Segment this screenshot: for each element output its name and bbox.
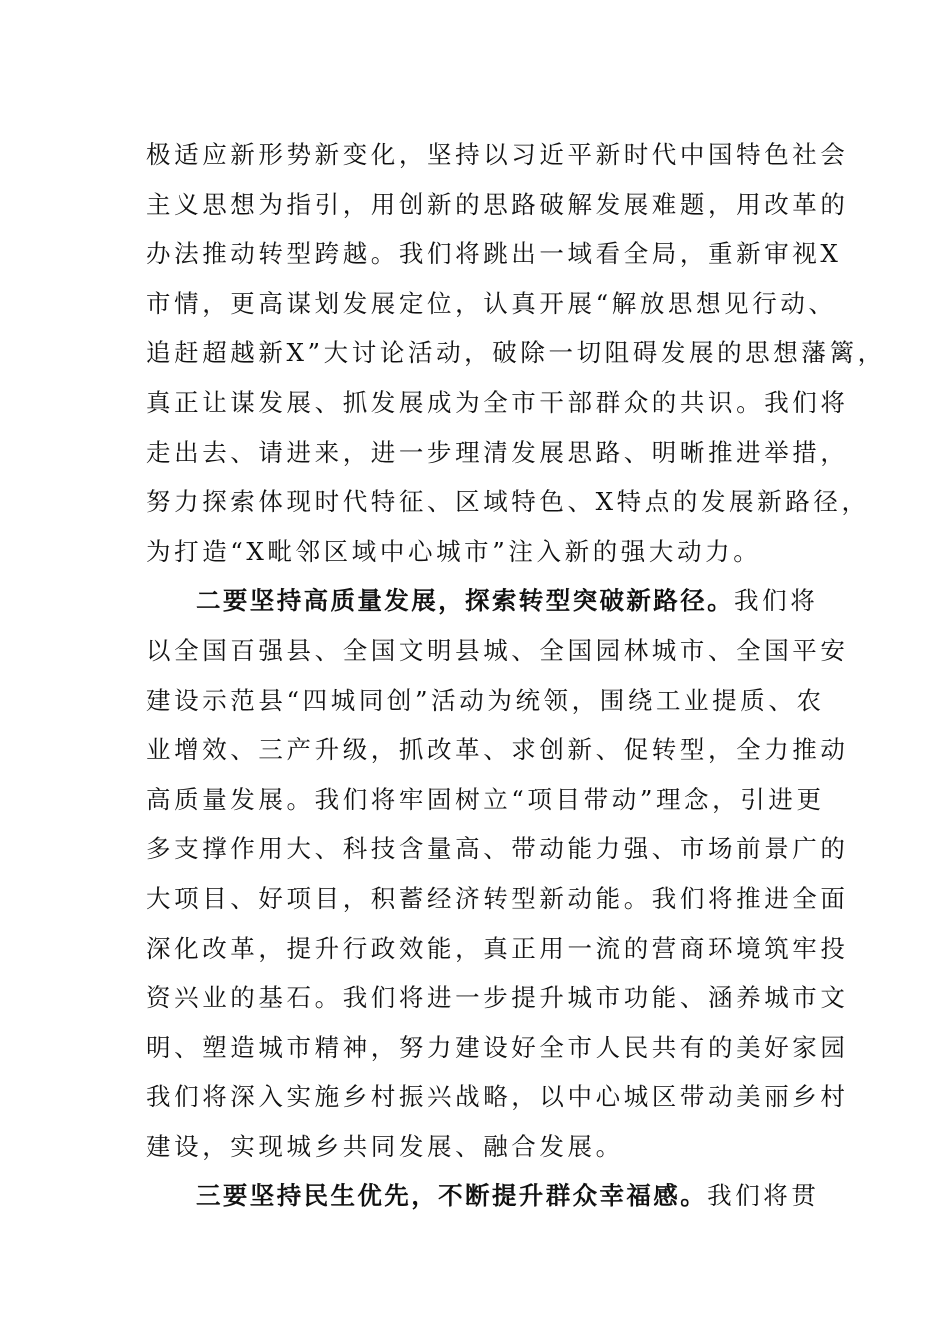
- text-line: 大项目、好项目，积蓄经济转型新动能。我们将推进全面: [146, 883, 849, 913]
- text-span: 我们将贯: [707, 1181, 820, 1211]
- text-line: 走出去、请进来，进一步理清发展思路、明晰推进举措，: [146, 437, 849, 467]
- paragraph-1: [146, 130, 886, 576]
- text-line: 办法推动转型跨越。我们将跳出一域看全局，重新审视X: [146, 239, 842, 269]
- text-line: 追赶超越新X”大讨论活动，破除一切阻碍发展的思想藩篱，: [146, 338, 886, 368]
- paragraph-2: [146, 576, 849, 1171]
- text-line: 业增效、三产升级，抓改革、求创新、促转型，全力推动: [146, 735, 849, 765]
- text-line: 以全国百强县、全国文明县城、全国园林城市、全国平安: [146, 635, 849, 665]
- text-line: 市情，更高谋划发展定位，认真开展“解放思想见行动、: [146, 288, 837, 318]
- paragraph-3: [146, 1171, 820, 1221]
- paragraph-heading: 三要坚持民生优先，不断提升群众幸福感。: [196, 1181, 708, 1211]
- text-line: 努力探索体现时代特征、区域特色、X特点的发展新路径，: [146, 487, 870, 517]
- text-line: 深化改革，提升行政效能，真正用一流的营商环境筑牢投: [146, 933, 849, 963]
- text-line: 多支撑作用大、科技含量高、带动能力强、市场前景广的: [146, 834, 849, 864]
- text-line: 极适应新形势新变化，坚持以习近平新时代中国特色社会: [146, 140, 849, 169]
- paragraph-first-line: [146, 1171, 820, 1221]
- text-line: 真正让谋发展、抓发展成为全市干部群众的共识。我们将: [146, 387, 849, 417]
- text-line: 高质量发展。我们将牢固树立“项目带动”理念，引进更: [146, 784, 825, 814]
- text-line: 资兴业的基石。我们将进一步提升城市功能、涵养城市文: [146, 983, 849, 1013]
- paragraph-heading: 二要坚持高质量发展，探索转型突破新路径。: [196, 586, 734, 616]
- text-line: 我们将深入实施乡村振兴战略，以中心城区带动美丽乡村: [146, 1082, 849, 1112]
- text-line: 建设，实现城乡共同发展、融合发展。: [146, 1131, 624, 1161]
- text-line: 建设示范县“四城同创”活动为统领，围绕工业提质、农: [146, 685, 825, 715]
- text-span: 我们将: [734, 586, 819, 616]
- text-line: 明、塑造城市精神，努力建设好全市人民共有的美好家园: [146, 1032, 849, 1062]
- document-body: [146, 130, 886, 1221]
- text-line: 主义思想为指引，用创新的思路破解发展难题，用改革的: [146, 189, 849, 219]
- text-line: 为打造“X毗邻区域中心城市”注入新的强大动力。: [146, 536, 762, 566]
- paragraph-first-line: [146, 576, 819, 626]
